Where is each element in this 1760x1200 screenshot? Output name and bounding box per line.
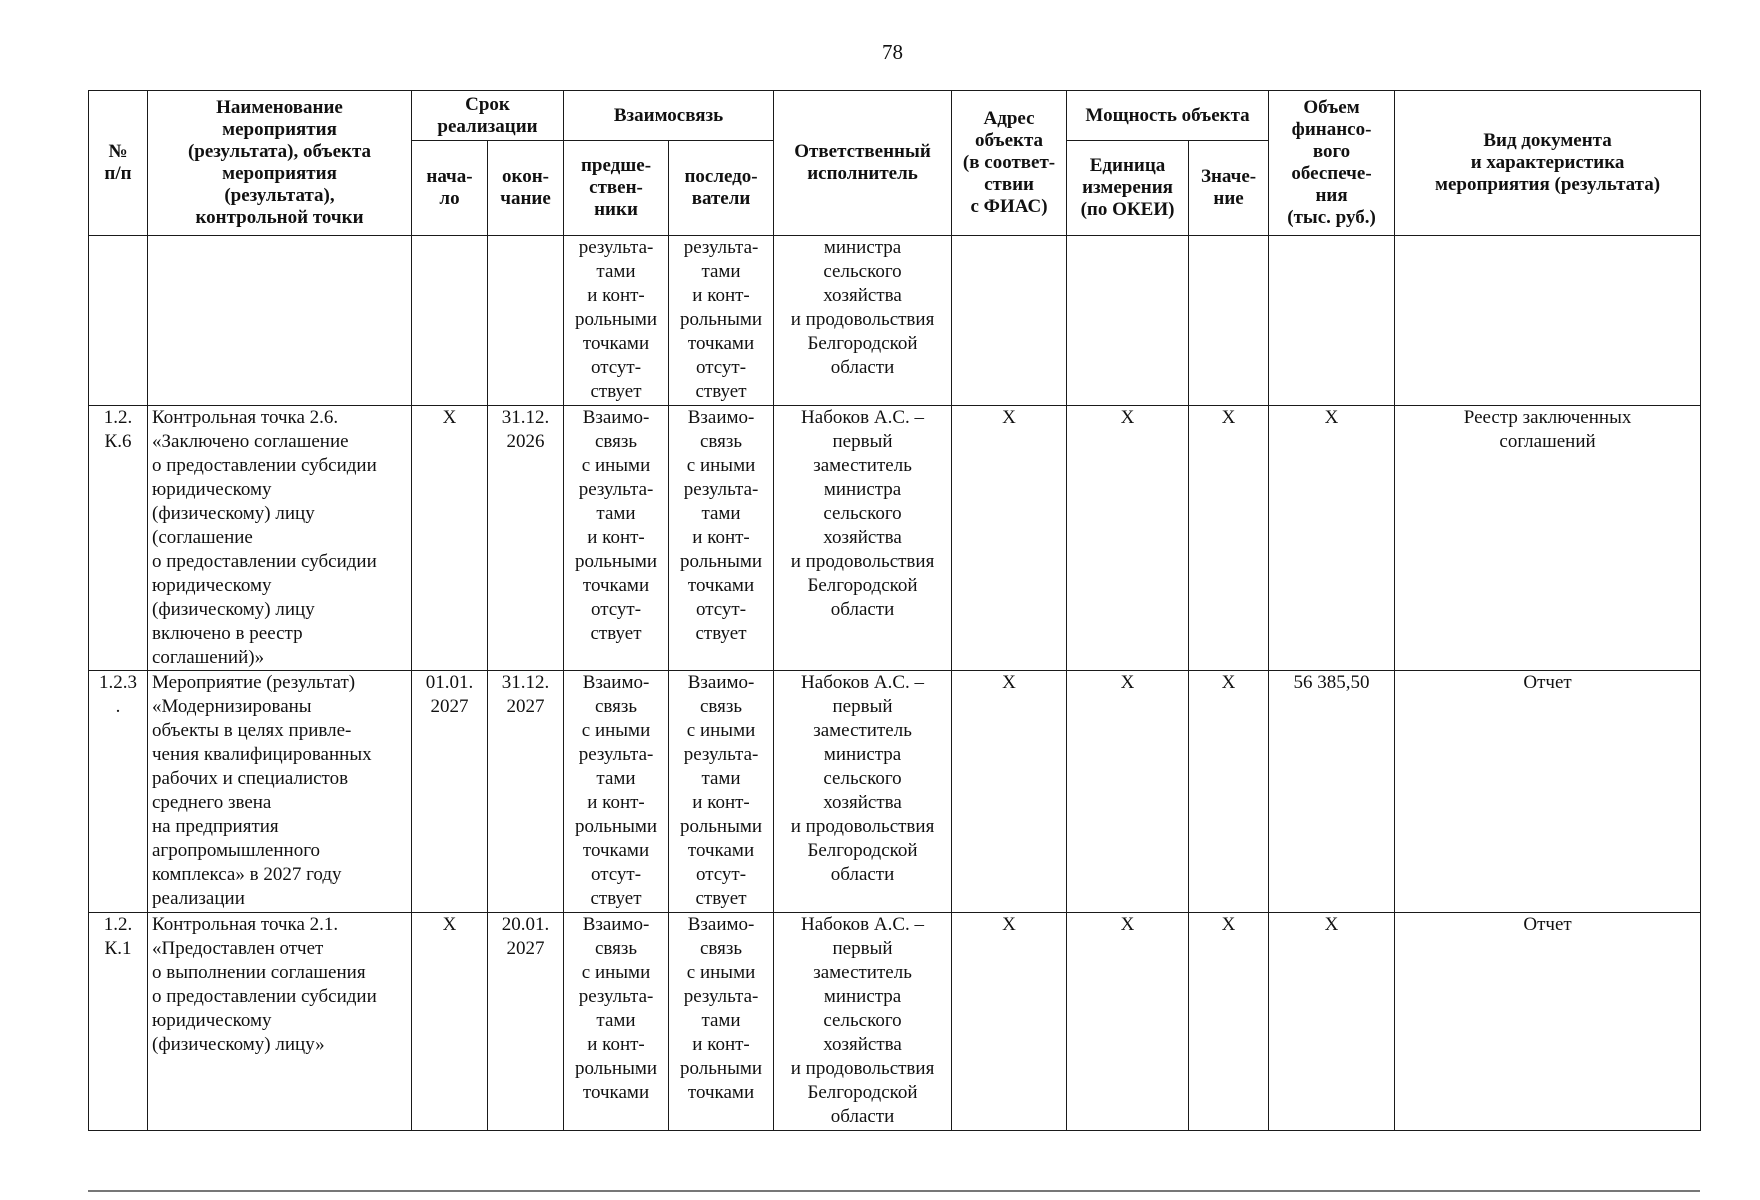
cell-start: Х — [412, 406, 488, 671]
cell-num: 1.2. К.6 — [89, 406, 148, 671]
cell-responsible: Набоков А.С. – первый заместитель министра сельского хозяйства и продовольствия Белгородской области — [774, 913, 952, 1131]
cell-funding: Х — [1269, 913, 1395, 1131]
header-predecessors: предше- ствен- ники — [564, 141, 669, 236]
table-row — [89, 913, 1701, 1131]
header-address: Адрес объекта (в соответ- ствии с ФИАС) — [952, 91, 1067, 236]
cell-predecessors: Взаимо- связь с иными результа- тами и конт- рольными точками отсут- ствует — [564, 406, 669, 671]
table-row — [89, 406, 1701, 671]
header-num: № п/п — [89, 91, 148, 236]
cell-address: Х — [952, 913, 1067, 1131]
header-name: Наименование мероприятия (результата), объекта мероприятия (результата), контрольной точки — [148, 91, 412, 236]
cell-responsible: Набоков А.С. – первый заместитель министра сельского хозяйства и продовольствия Белгородской области — [774, 671, 952, 913]
cell-funding: Х — [1269, 406, 1395, 671]
cell-value — [1189, 236, 1269, 406]
cell-doc: Реестр заключенных соглашений — [1395, 406, 1701, 671]
cell-predecessors: Взаимо- связь с иными результа- тами и конт- рольными точками — [564, 913, 669, 1131]
cell-name: Контрольная точка 2.1. «Предоставлен отчет о выполнении соглашения о предоставлении субсидии юридическому (физическому) лицу» — [148, 913, 412, 1131]
table-row — [89, 671, 1701, 913]
header-term-start: нача- ло — [412, 141, 488, 236]
cell-num — [89, 236, 148, 406]
cell-doc — [1395, 236, 1701, 406]
cell-name: Контрольная точка 2.6. «Заключено соглашение о предоставлении субсидии юридическому (физическому) лицу (соглашение о предоставлении субсидии юридическому (физическому) лицу включено в реестр соглашений)» — [148, 406, 412, 671]
cell-address: Х — [952, 671, 1067, 913]
cell-doc: Отчет — [1395, 671, 1701, 913]
cell-end: 20.01. 2027 — [488, 913, 564, 1131]
header-value: Значе- ние — [1189, 141, 1269, 236]
bottom-rule — [88, 1190, 1700, 1192]
cell-unit: Х — [1067, 406, 1189, 671]
page-number: 78 — [882, 40, 903, 64]
cell-funding — [1269, 236, 1395, 406]
cell-responsible: Набоков А.С. – первый заместитель министра сельского хозяйства и продовольствия Белгородской области — [774, 406, 952, 671]
table-row — [89, 236, 1701, 406]
cell-doc: Отчет — [1395, 913, 1701, 1131]
cell-predecessors: результа- тами и конт- рольными точками отсут- ствует — [564, 236, 669, 406]
header-funding: Объем финансо- вого обеспече- ния (тыс. руб.) — [1269, 91, 1395, 236]
cell-address — [952, 236, 1067, 406]
cell-successors: Взаимо- связь с иными результа- тами и конт- рольными точками отсут- ствует — [669, 671, 774, 913]
cell-successors: Взаимо- связь с иными результа- тами и конт- рольными точками — [669, 913, 774, 1131]
cell-start — [412, 236, 488, 406]
cell-address: Х — [952, 406, 1067, 671]
cell-unit: Х — [1067, 913, 1189, 1131]
cell-name — [148, 236, 412, 406]
header-capacity: Мощность объекта — [1067, 91, 1269, 141]
cell-successors: результа- тами и конт- рольными точками отсут- ствует — [669, 236, 774, 406]
cell-responsible: министра сельского хозяйства и продовольствия Белгородской области — [774, 236, 952, 406]
cell-start: Х — [412, 913, 488, 1131]
cell-num: 1.2. К.1 — [89, 913, 148, 1131]
cell-value: Х — [1189, 406, 1269, 671]
header-unit: Единица измерения (по ОКЕИ) — [1067, 141, 1189, 236]
header-term: Срок реализации — [412, 91, 564, 141]
cell-funding: 56 385,50 — [1269, 671, 1395, 913]
cell-end: 31.12. 2026 — [488, 406, 564, 671]
cell-successors: Взаимо- связь с иными результа- тами и конт- рольными точками отсут- ствует — [669, 406, 774, 671]
header-responsible: Ответственный исполнитель — [774, 91, 952, 236]
cell-value: Х — [1189, 671, 1269, 913]
header-doc-type: Вид документа и характеристика мероприятия (результата) — [1395, 91, 1701, 236]
cell-predecessors: Взаимо- связь с иными результа- тами и конт- рольными точками отсут- ствует — [564, 671, 669, 913]
cell-value: Х — [1189, 913, 1269, 1131]
header-successors: последо- ватели — [669, 141, 774, 236]
cell-name: Мероприятие (результат) «Модернизированы объекты в целях привле- чения квалифицированных рабочих и специалистов среднего звена на предприятия агропромышленного комплекса» в 2027 году реализации — [148, 671, 412, 913]
cell-end: 31.12. 2027 — [488, 671, 564, 913]
cell-start: 01.01. 2027 — [412, 671, 488, 913]
cell-unit — [1067, 236, 1189, 406]
header-term-end: окон- чание — [488, 141, 564, 236]
cell-unit: Х — [1067, 671, 1189, 913]
cell-num: 1.2.3 . — [89, 671, 148, 913]
header-relation: Взаимосвязь — [564, 91, 774, 141]
events-table — [88, 90, 1701, 1131]
cell-end — [488, 236, 564, 406]
